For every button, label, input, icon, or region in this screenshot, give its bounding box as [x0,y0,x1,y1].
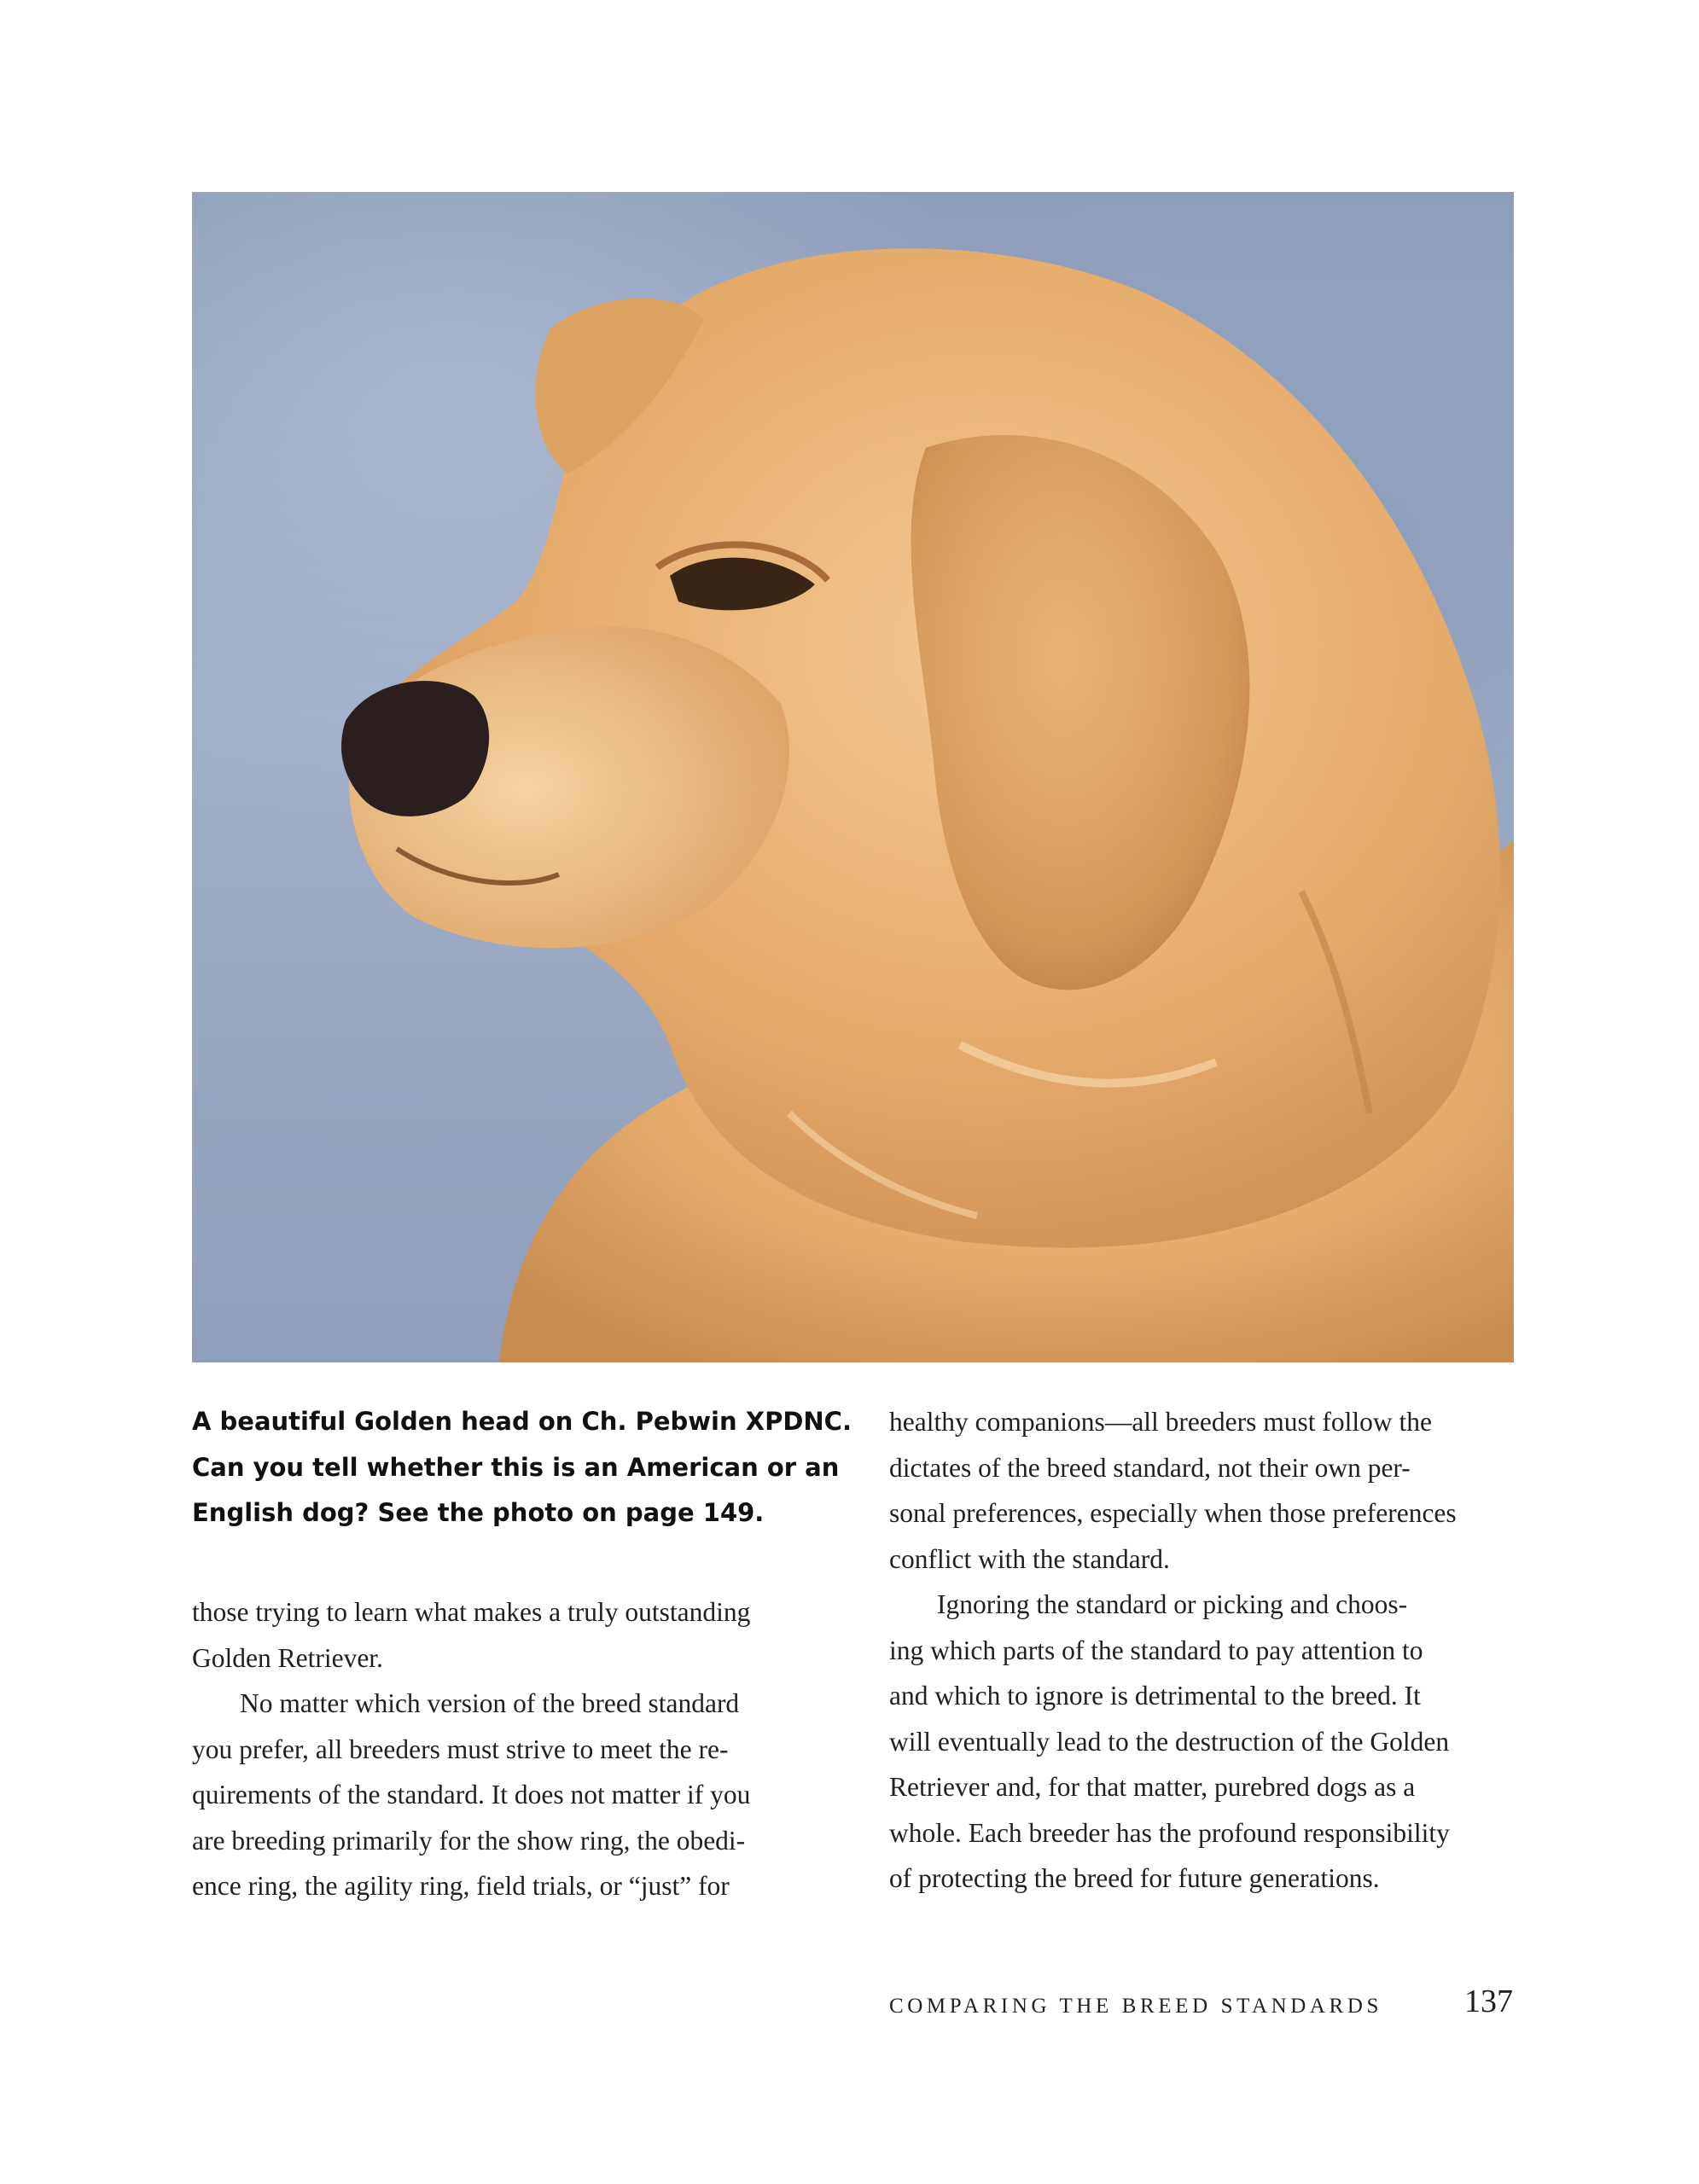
running-head: COMPARING THE BREED STANDARDS [889,1995,1382,2018]
text-line: those trying to learn what makes a truly outstanding [192,1597,751,1627]
text-line: quirements of the standard. It does not matter if you [192,1780,751,1809]
text-line: ing which parts of the standard to pay attention to [889,1635,1423,1665]
text-line: healthy companions—all breeders must follow the [889,1407,1432,1437]
body-text-left-column [192,1589,841,1909]
page-number: 137 [1464,1984,1513,2019]
caption-line: Can you tell whether this is an American or an [192,1452,840,1482]
body-text-right-column [889,1399,1538,1902]
text-line: conflict with the standard. [889,1543,1170,1574]
photo-caption [192,1399,852,1536]
text-line: Ignoring the standard or picking and choos- [937,1589,1408,1619]
golden-retriever-photo [192,192,1514,1362]
text-line: are breeding primarily for the show ring, the obedi- [192,1825,746,1856]
text-line: and which to ignore is detrimental to the breed. It [889,1681,1421,1711]
text-line: sonal preferences, especially when those preferences [889,1498,1457,1528]
text-line: ence ring, the agility ring, field trials, or “just” for [192,1871,730,1901]
dog-head-illustration [192,192,1514,1362]
text-line: whole. Each breeder has the profound responsibility [889,1817,1450,1848]
text-line: of protecting the breed for future generations. [889,1863,1380,1893]
text-line: No matter which version of the breed standard [240,1688,740,1718]
caption-line: English dog? See the photo on page 149. [192,1498,765,1527]
text-line: Retriever and, for that matter, purebred dogs as a [889,1772,1416,1802]
text-line: Golden Retriever. [192,1642,383,1673]
text-line: will eventually lead to the destruction of the Golden [889,1726,1450,1757]
text-line: dictates of the breed standard, not their own per- [889,1452,1411,1483]
text-line: you prefer, all breeders must strive to meet the re- [192,1734,729,1764]
caption-line: A beautiful Golden head on Ch. Pebwin XPDNC. [192,1407,852,1436]
